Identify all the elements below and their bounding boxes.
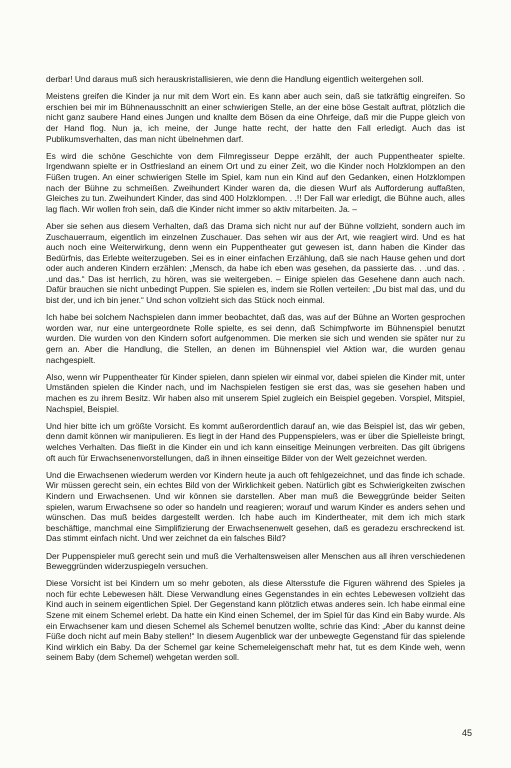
page-number: 45 <box>462 728 473 738</box>
paragraph: Diese Vorsicht ist bei Kindern um so mehr geboten, als diese Altersstufe die Figuren während des Spieles ja noch für echte Lebewesen hält. Diese Verwandlung eines Gegenstandes in ein echtes Lebewesen vollzieht das Kind auch in seinem eigentlichen Spiel. Der Gegenstand kann plötzlich etwas anderes sein. Ich habe einmal eine Szene mit einem Schemel erlebt. Da hatte ein Kind einen Schemel, der im Spiel für das Kind ein Baby wurde. Als ein Erwachsener kam und diesen Schemel als Schemel benutzen wollte, schrie das Kind: „Aber du kannst deine Füße doch nicht auf mein Baby stellen!“ In diesem Augenblick war der unbewegte Gegenstand für das spielende Kind wirklich ein Baby. Da der Schemel gar keine Schemeleigenschaft mehr hat, tut es dem Kinde weh, wenn seinem Baby (dem Schemel) wehgetan werden soll. <box>46 578 466 663</box>
paragraph: Der Puppenspieler muß gerecht sein und muß die Verhaltensweisen aller Menschen aus all ihren verschiedenen Beweggründen widerzuspiegeln versuchen. <box>46 550 465 572</box>
paragraph: derbar! Und daraus muß sich herauskristallisieren, wie denn die Handlung eigentlich weitergehen soll. <box>46 74 424 84</box>
paragraph: Meistens greifen die Kinder ja nur mit dem Wort ein. Es kann aber auch sein, daß sie tatkräftig eingreifen. So erschien bei mir im Bühnenausschnitt an einer schwierigen Stelle, an der eine böse Gestalt auftrat, plötzlich die nicht ganz saubere Hand eines Jungen und knallte dem Bösen da eine Ohrfeige, daß mir die Puppe gleich von der Hand flog. Nun ja, ich meine, der Junge hatte recht, der hatte den Fall erledigt. Auch das ist Publikumsverhalten, das man nicht übelnehmen darf. <box>46 91 465 144</box>
paragraph: Also, wenn wir Puppentheater für Kinder spielen, dann spielen wir einmal vor, dabei spielen die Kinder mit, unter Umständen spielen die Kinder nach, und im Nachspielen festigen sie erst das, was sie gesehen haben und machen es zu ihrem Besitz. Wir haben also mit unserem Spiel zugleich ein Beispiel gegeben. Vorspiel, Mitspiel, Nachspiel, Beispiel. <box>46 371 465 414</box>
paragraph: Und die Erwachsenen wiederum werden vor Kindern heute ja auch oft fehlgezeichnet, und das finde ich schade. Wir müssen gerecht sein, ein echtes Bild von der Wirklichkeit geben. Natürlich gibt es Schwierigkeiten zwischen Kindern und Erwachsenen. Und wir können sie darstellen. Aber man muß die Beweggründe beider Seiten spielen, warum Erwachsene so oder so handeln und reagieren; worauf und warum Kinder es anders sehen und wünschen. Das muß beides dargestellt werden. Ich habe auch im Kindertheater, mit dem ich mich stark beschäftige, manchmal eine Simplifizierung der Erwachsenenwelt gesehen, daß es geradezu erschreckend ist. Das stimmt einfach nicht. Und wer zeichnet da ein falsches Bild? <box>46 469 465 544</box>
body-text <box>46 74 465 663</box>
paragraph: Aber sie sehen aus diesem Verhalten, daß das Drama sich nicht nur auf der Bühne vollzieht, sondern auch im Zuschauerraum, eigentlich im einzelnen Zuschauer. Das sehen wir aus der Art, wie reagiert wird. Und es hat auch noch eine Weiterwirkung, denn wenn ein Puppentheater gut gewesen ist, dann haben die Kinder das Bedürfnis, das Erlebte weiterzugeben. Sei es in einer einfachen Erzählung, daß sie nach Hause gehen und dort oder auch anderen Kindern erzählen: „Mensch, da habe ich eben was gesehen, da passierte das. . .und das. . .und das.“ Das ist herrlich, zu hören, was sie weitergeben. – Einige spielen das Gesehene dann auch nach. Dafür brauchen sie nicht unbedingt Puppen. Sie spielen es, indem sie Rollen verteilen: „Du bist mal das, und du bist der, und ich bin jener.“ Und schon vollzieht sich das Stück noch einmal. <box>46 220 465 306</box>
paragraph: Es wird die schöne Geschichte von dem Filmregisseur Deppe erzählt, der auch Puppentheater spielte. Irgendwann spielte er in Ostfriesland an einem Ort und zu einer Zeit, wo die Kinder noch Holzklompen an den Füßen trugen. An einer schwierigen Stelle im Spiel, kam nun ein Kind auf den Gedanken, einen Holzklompen nach der Bühne zu schmeißen. Zweihundert Kinder waren da, die diesen Wurf als Aufforderung auffaßten, Gleiches zu tun. Zweihundert Kinder, das sind 400 Holzklompen. . .!! Der Fall war erledigt, die Bühne auch, alles lag flach. Wir wollen froh sein, daß die Kinder nicht immer so aktiv mitarbeiten. Ja. – <box>46 150 465 214</box>
paragraph: Ich habe bei solchem Nachspielen dann immer beobachtet, daß das, was auf der Bühne an Worten gesprochen worden war, nur eine untergeordnete Rolle spielte, es sei denn, daß Schimpfworte im Bühnenspiel benutzt wurden. Die wurden von den Kindern sofort aufgenommen. Die merken sie sich und wenden sie später nur zu gern an. Aber die Handlung, die Stellen, an denen im Bühnenspiel viel Aktion war, die wurden genau nachgespielt. <box>46 312 465 365</box>
paragraph: Und hier bitte ich um größte Vorsicht. Es kommt außerordentlich darauf an, wie das Beispiel ist, das wir geben, denn damit können wir manipulieren. Es liegt in der Hand des Puppenspielers, was er über die Spielleiste bringt, welches Verhalten. Das fließt in die Kinder ein und ich kann einseitige Meinungen verbreiten. Das gilt übrigens oft auch für Erwachsenenvorstellungen, daß in ihnen einseitige Bilder von der Welt gezeichnet werden. <box>46 420 465 463</box>
